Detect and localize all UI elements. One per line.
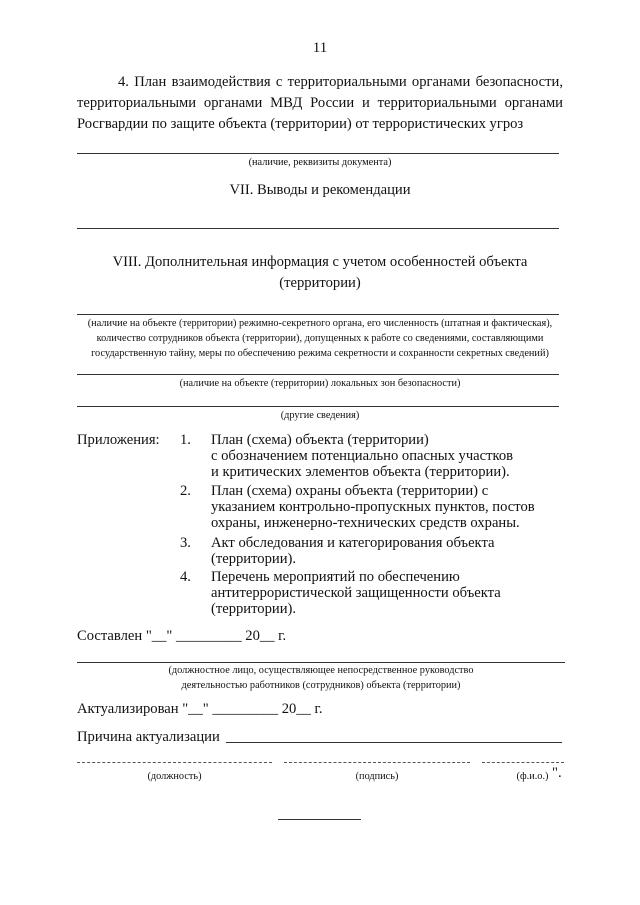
section-4-paragraph <box>77 72 563 135</box>
appendix-item-2 <box>211 483 541 531</box>
fullname-field-line <box>482 762 564 763</box>
appendix-item-3 <box>211 535 541 567</box>
caption-security-zones: (наличие на объекте (территории) локальных зон безопасности) <box>179 378 461 389</box>
updated-date-line: Актуализирован "__" _________ 20__ г. <box>77 701 323 717</box>
section-8-heading <box>77 252 563 294</box>
section-7-heading: VII. Выводы и рекомендации <box>229 182 411 198</box>
closing-quote: ". <box>552 765 562 781</box>
appendix-number-3: 3. <box>180 535 191 551</box>
section-8-heading-line-2: (территории) <box>279 275 361 291</box>
section-4-line-2: территориальными органами МВД России и территориальными органами <box>77 95 563 111</box>
end-separator-line <box>278 819 361 820</box>
caption-secret-organ <box>77 316 563 361</box>
update-reason-label: Причина актуализации <box>77 729 220 745</box>
appendix-4-line-1: Перечень мероприятий по обеспечению <box>211 569 460 585</box>
conclusions-field-line <box>77 228 559 229</box>
document-field-line <box>77 153 559 154</box>
caption-secret-line-3: государственную тайну, меры по обеспечению режима секретности и сохранности секретных сведений) <box>91 348 549 359</box>
appendix-number-2: 2. <box>180 483 191 499</box>
appendix-2-line-1: План (схема) охраны объекта (территории) с <box>211 483 489 499</box>
security-zones-field-line <box>77 374 559 375</box>
appendix-item-1 <box>211 432 541 480</box>
appendix-2-line-2: указанием контрольно-пропускных пунктов, постов <box>211 499 535 515</box>
section-4-line-3: Росгвардии по защите объекта (территории) от террористических угроз <box>77 116 524 132</box>
caption-official <box>77 663 565 693</box>
caption-official-line-2: деятельностью работников (сотрудников) объекта (территории) <box>181 680 461 691</box>
caption-document: (наличие, реквизиты документа) <box>248 157 392 168</box>
appendices-label: Приложения: <box>77 432 160 448</box>
page-number: 11 <box>312 40 328 56</box>
caption-secret-line-2: количество сотрудников объекта (территории), допущенных к работе со сведениями, составляющими <box>96 333 544 344</box>
appendix-item-4 <box>211 569 541 617</box>
secret-organ-field-line <box>77 314 559 315</box>
caption-signature: (подпись) <box>355 771 399 782</box>
appendix-2-line-3: охраны, инженерно-технических средств охраны. <box>211 515 520 531</box>
appendix-3-line-2: (территории). <box>211 551 297 567</box>
other-info-field-line <box>77 406 559 407</box>
compiled-date-line: Составлен "__" _________ 20__ г. <box>77 628 287 644</box>
caption-other-info: (другие сведения) <box>280 410 360 421</box>
signature-field-line <box>284 762 470 763</box>
position-field-line <box>77 762 272 763</box>
appendix-4-line-2: антитеррористической защищенности объекта <box>211 585 501 601</box>
section-8-heading-line-1: VIII. Дополнительная информация с учетом особенностей объекта <box>112 254 528 270</box>
appendix-1-line-1: План (схема) объекта (территории) <box>211 432 429 448</box>
caption-secret-line-1: (наличие на объекте (территории) режимно-секретного органа, его численность (штатная и фактическая), <box>87 318 553 329</box>
caption-position: (должность) <box>147 771 202 782</box>
appendix-1-line-3: и критических элементов объекта (территории). <box>211 464 510 480</box>
appendix-3-line-1: Акт обследования и категорирования объекта <box>211 535 495 551</box>
appendix-1-line-2: с обозначением потенциально опасных участков <box>211 448 514 464</box>
section-4-line-1: 4. План взаимодействия с территориальными органами безопасности, <box>118 74 563 90</box>
caption-fullname: (ф.и.о.) <box>516 771 549 782</box>
appendix-number-4: 4. <box>180 569 191 585</box>
appendix-4-line-3: (территории). <box>211 601 297 617</box>
update-reason-field-line <box>226 742 562 743</box>
appendix-number-1: 1. <box>180 432 191 448</box>
caption-official-line-1: (должностное лицо, осуществляющее непосредственное руководство <box>168 665 474 676</box>
